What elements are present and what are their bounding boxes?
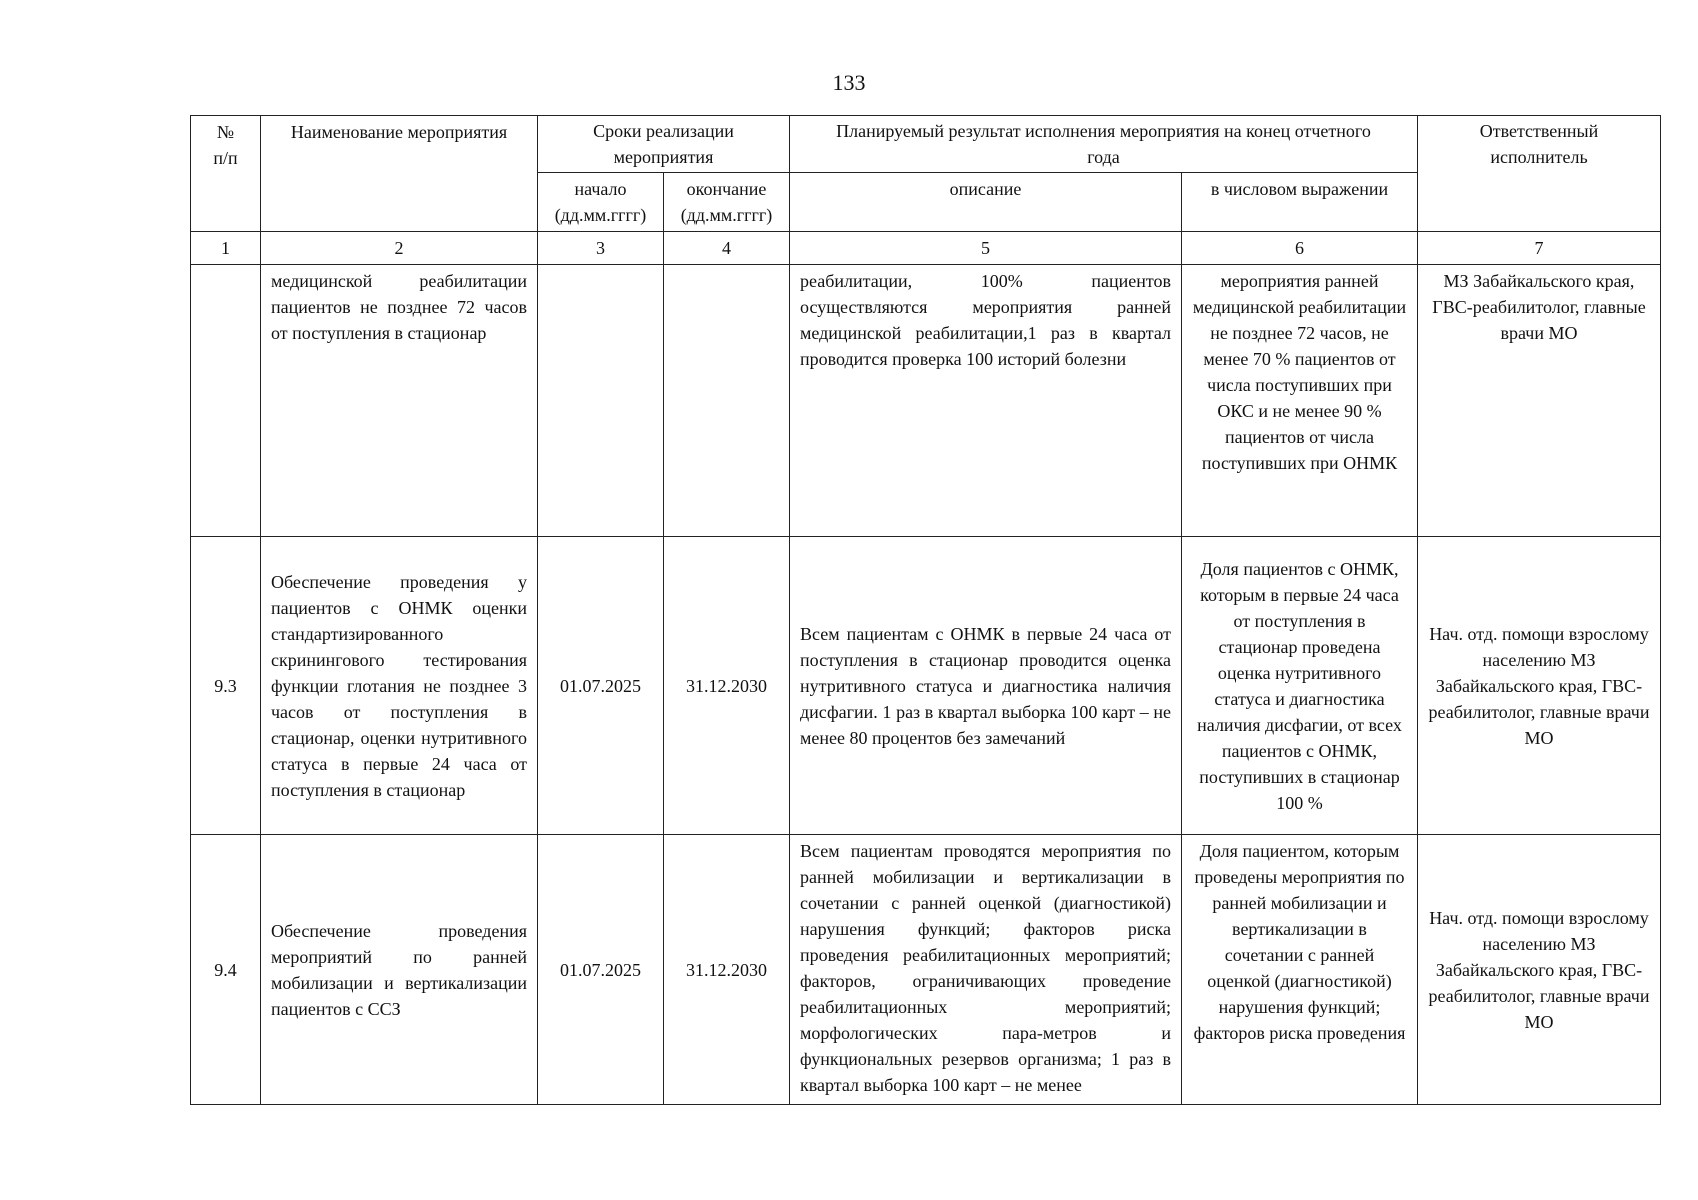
row-description: реабилитации, 100% пациентов осуществляются мероприятия ранней медицинской реабилитации,1 раз в квартал проводится проверка 100 историй болезни (790, 265, 1182, 537)
table-row (191, 537, 1661, 835)
row-name: Обеспечение проведения у пациентов с ОНМК оценки стандартизированного скринингового тестирования функции глотания не позднее 3 часов от поступления в стационар, оценки нутритивного статуса в первые 24 часа от поступления в стационар (261, 537, 538, 835)
row-numeric: мероприятия ранней медицинской реабилитации не позднее 72 часов, не менее 70 % пациентов от числа поступивших при ОКС и не менее 90 % пациентов от числа поступивших при ОНМК (1182, 265, 1418, 537)
header-row-1 (191, 116, 1661, 173)
row-start (538, 265, 664, 537)
page-number: 133 (832, 70, 866, 95)
measures-table (190, 115, 1661, 1105)
header-num: № п/п (191, 116, 261, 232)
row-num (191, 265, 261, 537)
header-start: начало (дд.мм.гггг) (538, 173, 664, 232)
row-end (664, 265, 790, 537)
header-terms: Сроки реализации мероприятия (538, 116, 790, 173)
row-numeric: Доля пациентом, которым проведены мероприятия по ранней мобилизации и вертикализации в сочетании с ранней оценкой (диагностикой) нарушения функций; факторов риска проведения (1182, 835, 1418, 1105)
column-number: 2 (261, 232, 538, 265)
row-responsible: МЗ Забайкальского края, ГВС-реабилитолог, главные врачи МО (1418, 265, 1661, 537)
row-name: Обеспечение проведения мероприятий по ранней мобилизации и вертикализации пациентов с ССЗ (261, 835, 538, 1105)
header-responsible: Ответственный исполнитель (1418, 116, 1661, 232)
row-num: 9.3 (191, 537, 261, 835)
header-numeric: в числовом выражении (1182, 173, 1418, 232)
column-number: 4 (664, 232, 790, 265)
row-responsible: Нач. отд. помощи взрослому населению МЗ Забайкальского края, ГВС-реабилитолог, главные врачи МО (1418, 835, 1661, 1105)
column-number: 3 (538, 232, 664, 265)
header-end: окончание (дд.мм.гггг) (664, 173, 790, 232)
row-end: 31.12.2030 (664, 537, 790, 835)
table-row (191, 835, 1661, 1105)
column-number: 5 (790, 232, 1182, 265)
table-row (191, 265, 1661, 537)
row-start: 01.07.2025 (538, 835, 664, 1105)
row-responsible: Нач. отд. помощи взрослому населению МЗ Забайкальского края, ГВС-реабилитолог, главные врачи МО (1418, 537, 1661, 835)
column-number: 1 (191, 232, 261, 265)
row-description: Всем пациентам проводятся мероприятия по ранней мобилизации и вертикализации в сочетании с ранней оценкой (диагностикой) нарушения функций; факторов риска проведения реабилитационных мероприятий; факторов, ограничивающих проведение реабилитационных мероприятий; морфологических пара-метров и функциональных резервов организма; 1 раз в квартал выборка 100 карт – не менее (790, 835, 1182, 1105)
row-name: медицинской реабилитации пациентов не позднее 72 часов от поступления в стационар (261, 265, 538, 537)
row-start: 01.07.2025 (538, 537, 664, 835)
header-description: описание (790, 173, 1182, 232)
row-description: Всем пациентам с ОНМК в первые 24 часа от поступления в стационар проводится оценка нутритивного статуса и диагностика наличия дисфагии. 1 раз в квартал выборка 100 карт – не менее 80 процентов без замечаний (790, 537, 1182, 835)
header-planned: Планируемый результат исполнения мероприятия на конец отчетного года (790, 116, 1418, 173)
row-num: 9.4 (191, 835, 261, 1105)
row-numeric: Доля пациентов с ОНМК, которым в первые 24 часа от поступления в стационар проведена оценка нутритивного статуса и диагностика наличия дисфагии, от всех пациентов с ОНМК, поступивших в стационар 100 % (1182, 537, 1418, 835)
row-end: 31.12.2030 (664, 835, 790, 1105)
column-number: 7 (1418, 232, 1661, 265)
column-number-row (191, 232, 1661, 265)
header-name: Наименование мероприятия (261, 116, 538, 232)
column-number: 6 (1182, 232, 1418, 265)
